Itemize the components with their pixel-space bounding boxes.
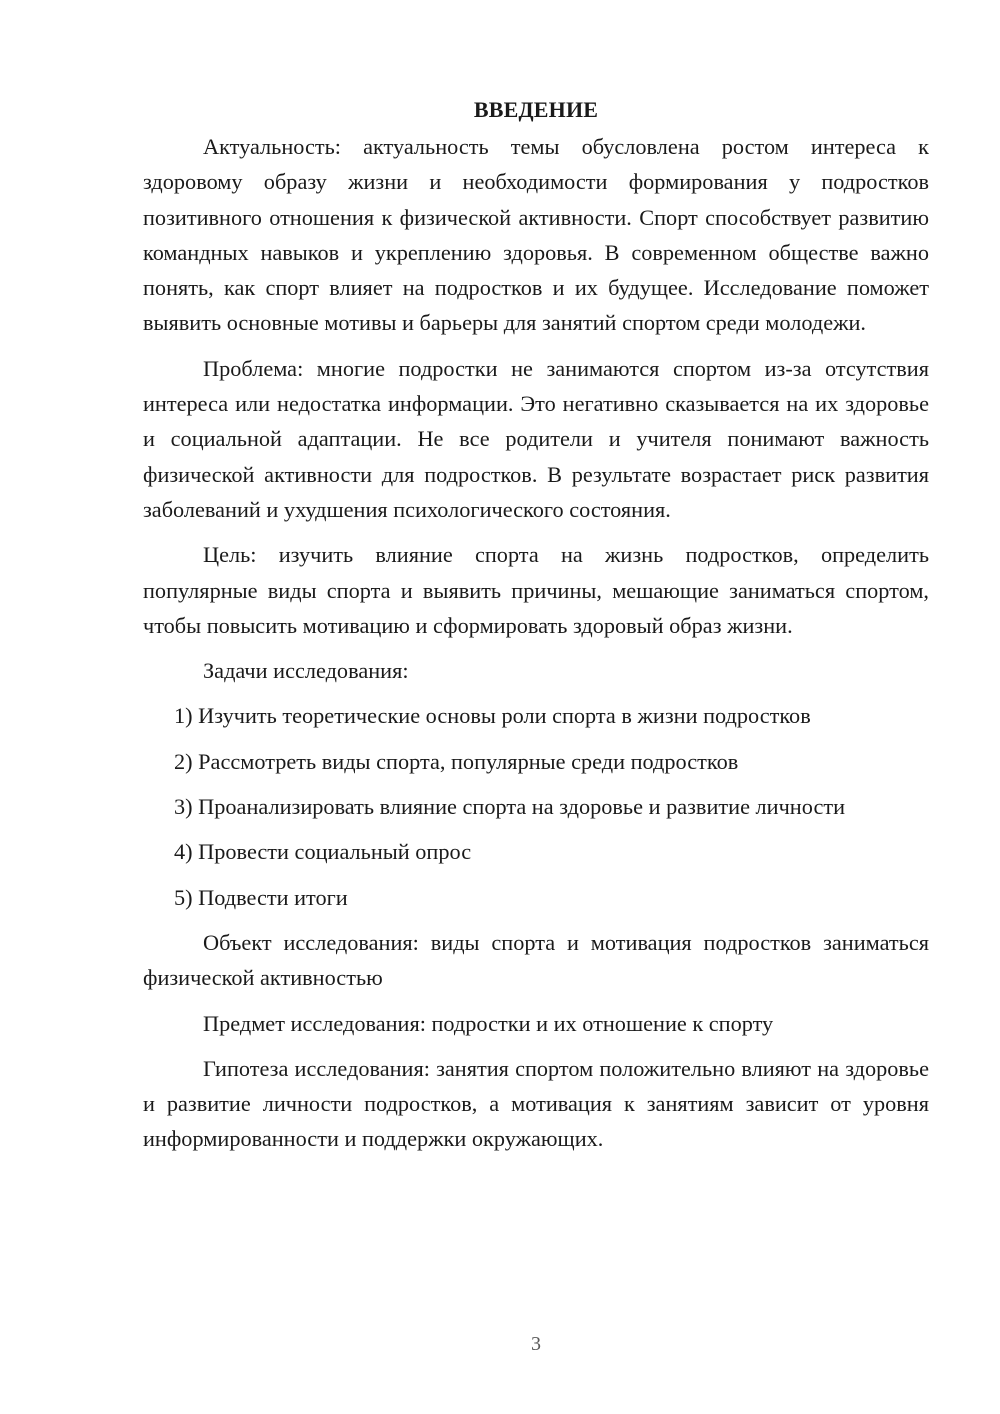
list-item: 2) Рассмотреть виды спорта, популярные среди подростков xyxy=(174,748,739,774)
page-number: 3 xyxy=(531,1333,541,1355)
list-item: 5) Подвести итоги xyxy=(174,884,348,910)
paragraph-problem: Проблема: многие подростки не занимаются спортом из-за отсутствия интереса или недостатка информации. Это негативно сказывается на их здоровье и социальной адаптации. Не все родители и учителя понимают важность физической активности для подростков. В результате возрастает риск развития заболеваний и ухудшения психологического состояния. xyxy=(143,355,929,522)
paragraph-subject: Предмет исследования: подростки и их отношение к спорту xyxy=(203,1010,774,1036)
task-list xyxy=(143,698,929,914)
paragraph-object: Объект исследования: виды спорта и мотивация подростков заниматься физической активностью xyxy=(143,929,929,991)
list-item: 4) Провести социальный опрос xyxy=(174,839,472,865)
paragraph-goal: Цель: изучить влияние спорта на жизнь подростков, определить популярные виды спорта и выявить причины, мешающие заниматься спортом, чтобы повысить мотивацию и сформировать здоровый образ жизни. xyxy=(143,542,929,638)
tasks-heading: Задачи исследования: xyxy=(203,658,409,684)
document-page xyxy=(143,92,929,1167)
list-item: 1) Изучить теоретические основы роли спорта в жизни подростков xyxy=(174,703,811,729)
paragraph-relevance: Актуальность: актуальность темы обусловлена ростом интереса к здоровому образу жизни и необходимости формирования у подростков позитивного отношения к физической активности. Спорт способствует развитию командных навыков и укреплению здоровья. В современном обществе важно понять, как спорт влияет на подростков и их будущее. Исследование поможет выявить основные мотивы и барьеры для занятий спортом среди молодежи. xyxy=(143,134,929,336)
page-title: ВВЕДЕНИЕ xyxy=(473,97,599,122)
paragraph-hypothesis: Гипотеза исследования: занятия спортом положительно влияют на здоровье и развитие личности подростков, а мотивация к занятиям зависит от уровня информированности и поддержки окружающих. xyxy=(143,1055,929,1152)
list-item: 3) Проанализировать влияние спорта на здоровье и развитие личности xyxy=(174,794,846,820)
